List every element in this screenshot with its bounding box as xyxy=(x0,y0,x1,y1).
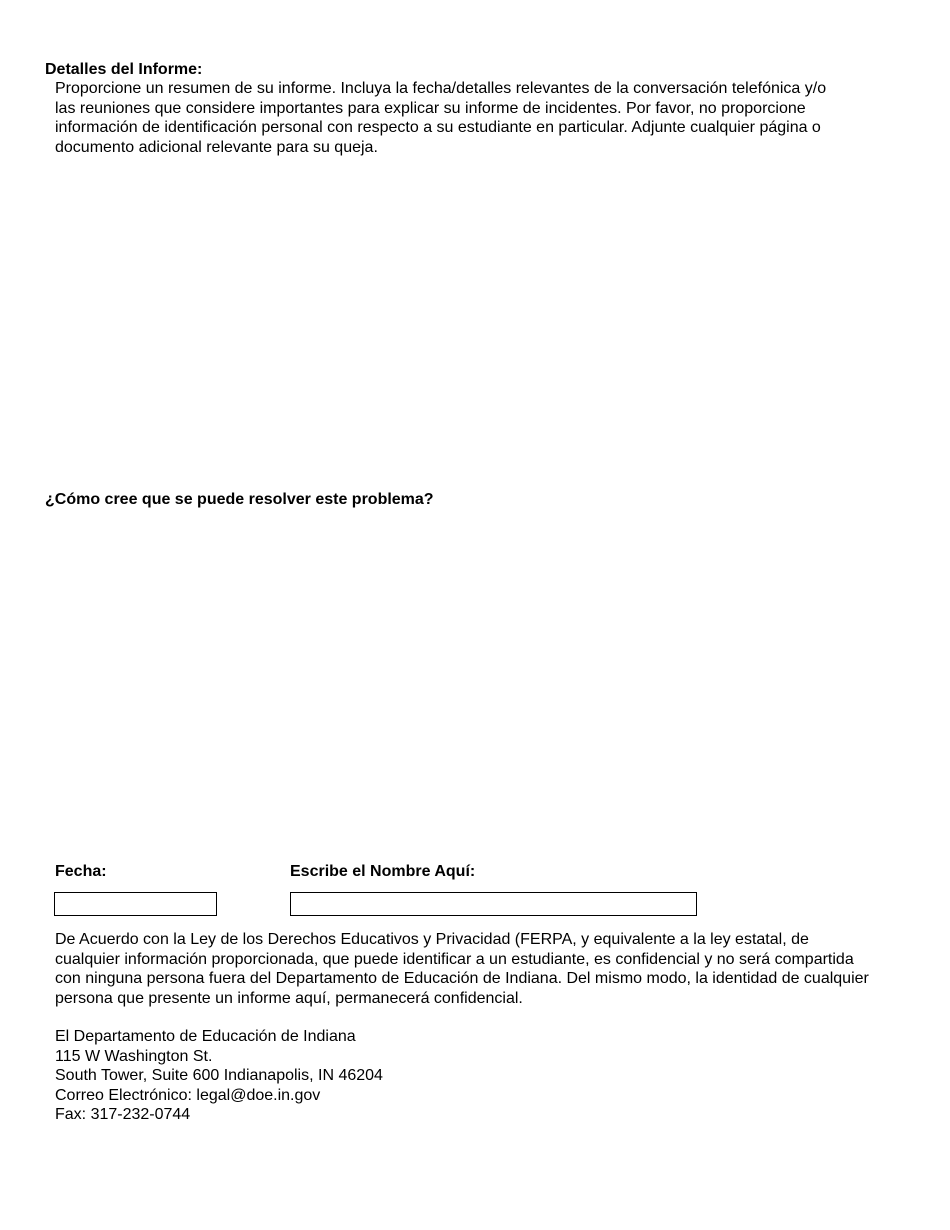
name-field[interactable] xyxy=(290,892,697,916)
name-label: Escribe el Nombre Aquí: xyxy=(290,863,476,880)
ferpa-line: persona que presente un informe aquí, permanecerá confidencial. xyxy=(55,989,523,1007)
ferpa-line: con ninguna persona fuera del Departamento de Educación de Indiana. Del mismo modo, la identidad de cualquier xyxy=(55,970,869,988)
contact-email: Correo Electrónico: legal@doe.in.gov xyxy=(55,1086,321,1104)
report-details-text-area[interactable] xyxy=(45,165,905,475)
report-details-instructions xyxy=(55,79,826,157)
ferpa-line: De Acuerdo con la Ley de los Derechos Educativos y Privacidad (FERPA, y equivalente a la ley estatal, de xyxy=(55,931,809,948)
date-label: Fecha: xyxy=(55,863,107,880)
contact-fax: Fax: 317-232-0744 xyxy=(55,1106,191,1124)
contact-suite-city: South Tower, Suite 600 Indianapolis, IN 46204 xyxy=(55,1067,383,1085)
instruction-line: documento adicional relevante para su queja. xyxy=(55,138,378,156)
report-details-heading: Detalles del Informe: xyxy=(45,61,203,78)
resolution-heading: ¿Cómo cree que se puede resolver este problema? xyxy=(45,491,434,508)
contact-org: El Departamento de Educación de Indiana xyxy=(55,1028,356,1045)
contact-street: 115 W Washington St. xyxy=(55,1047,213,1065)
instruction-line: las reuniones que considere importantes para explicar su informe de incidentes. Por favor, no proporcione xyxy=(55,99,806,117)
resolution-text-area[interactable] xyxy=(45,515,905,845)
ferpa-line: cualquier información proporcionada, que puede identificar a un estudiante, es confidencial y no será compartida xyxy=(55,950,854,968)
ferpa-notice xyxy=(55,930,869,1008)
instruction-line: información de identificación personal con respecto a su estudiante en particular. Adjunte cualquier página o xyxy=(55,119,821,137)
instruction-line: Proporcione un resumen de su informe. Incluya la fecha/detalles relevantes de la conversación telefónica y/o xyxy=(55,80,827,97)
contact-block xyxy=(55,1027,383,1125)
date-field[interactable] xyxy=(54,892,217,916)
